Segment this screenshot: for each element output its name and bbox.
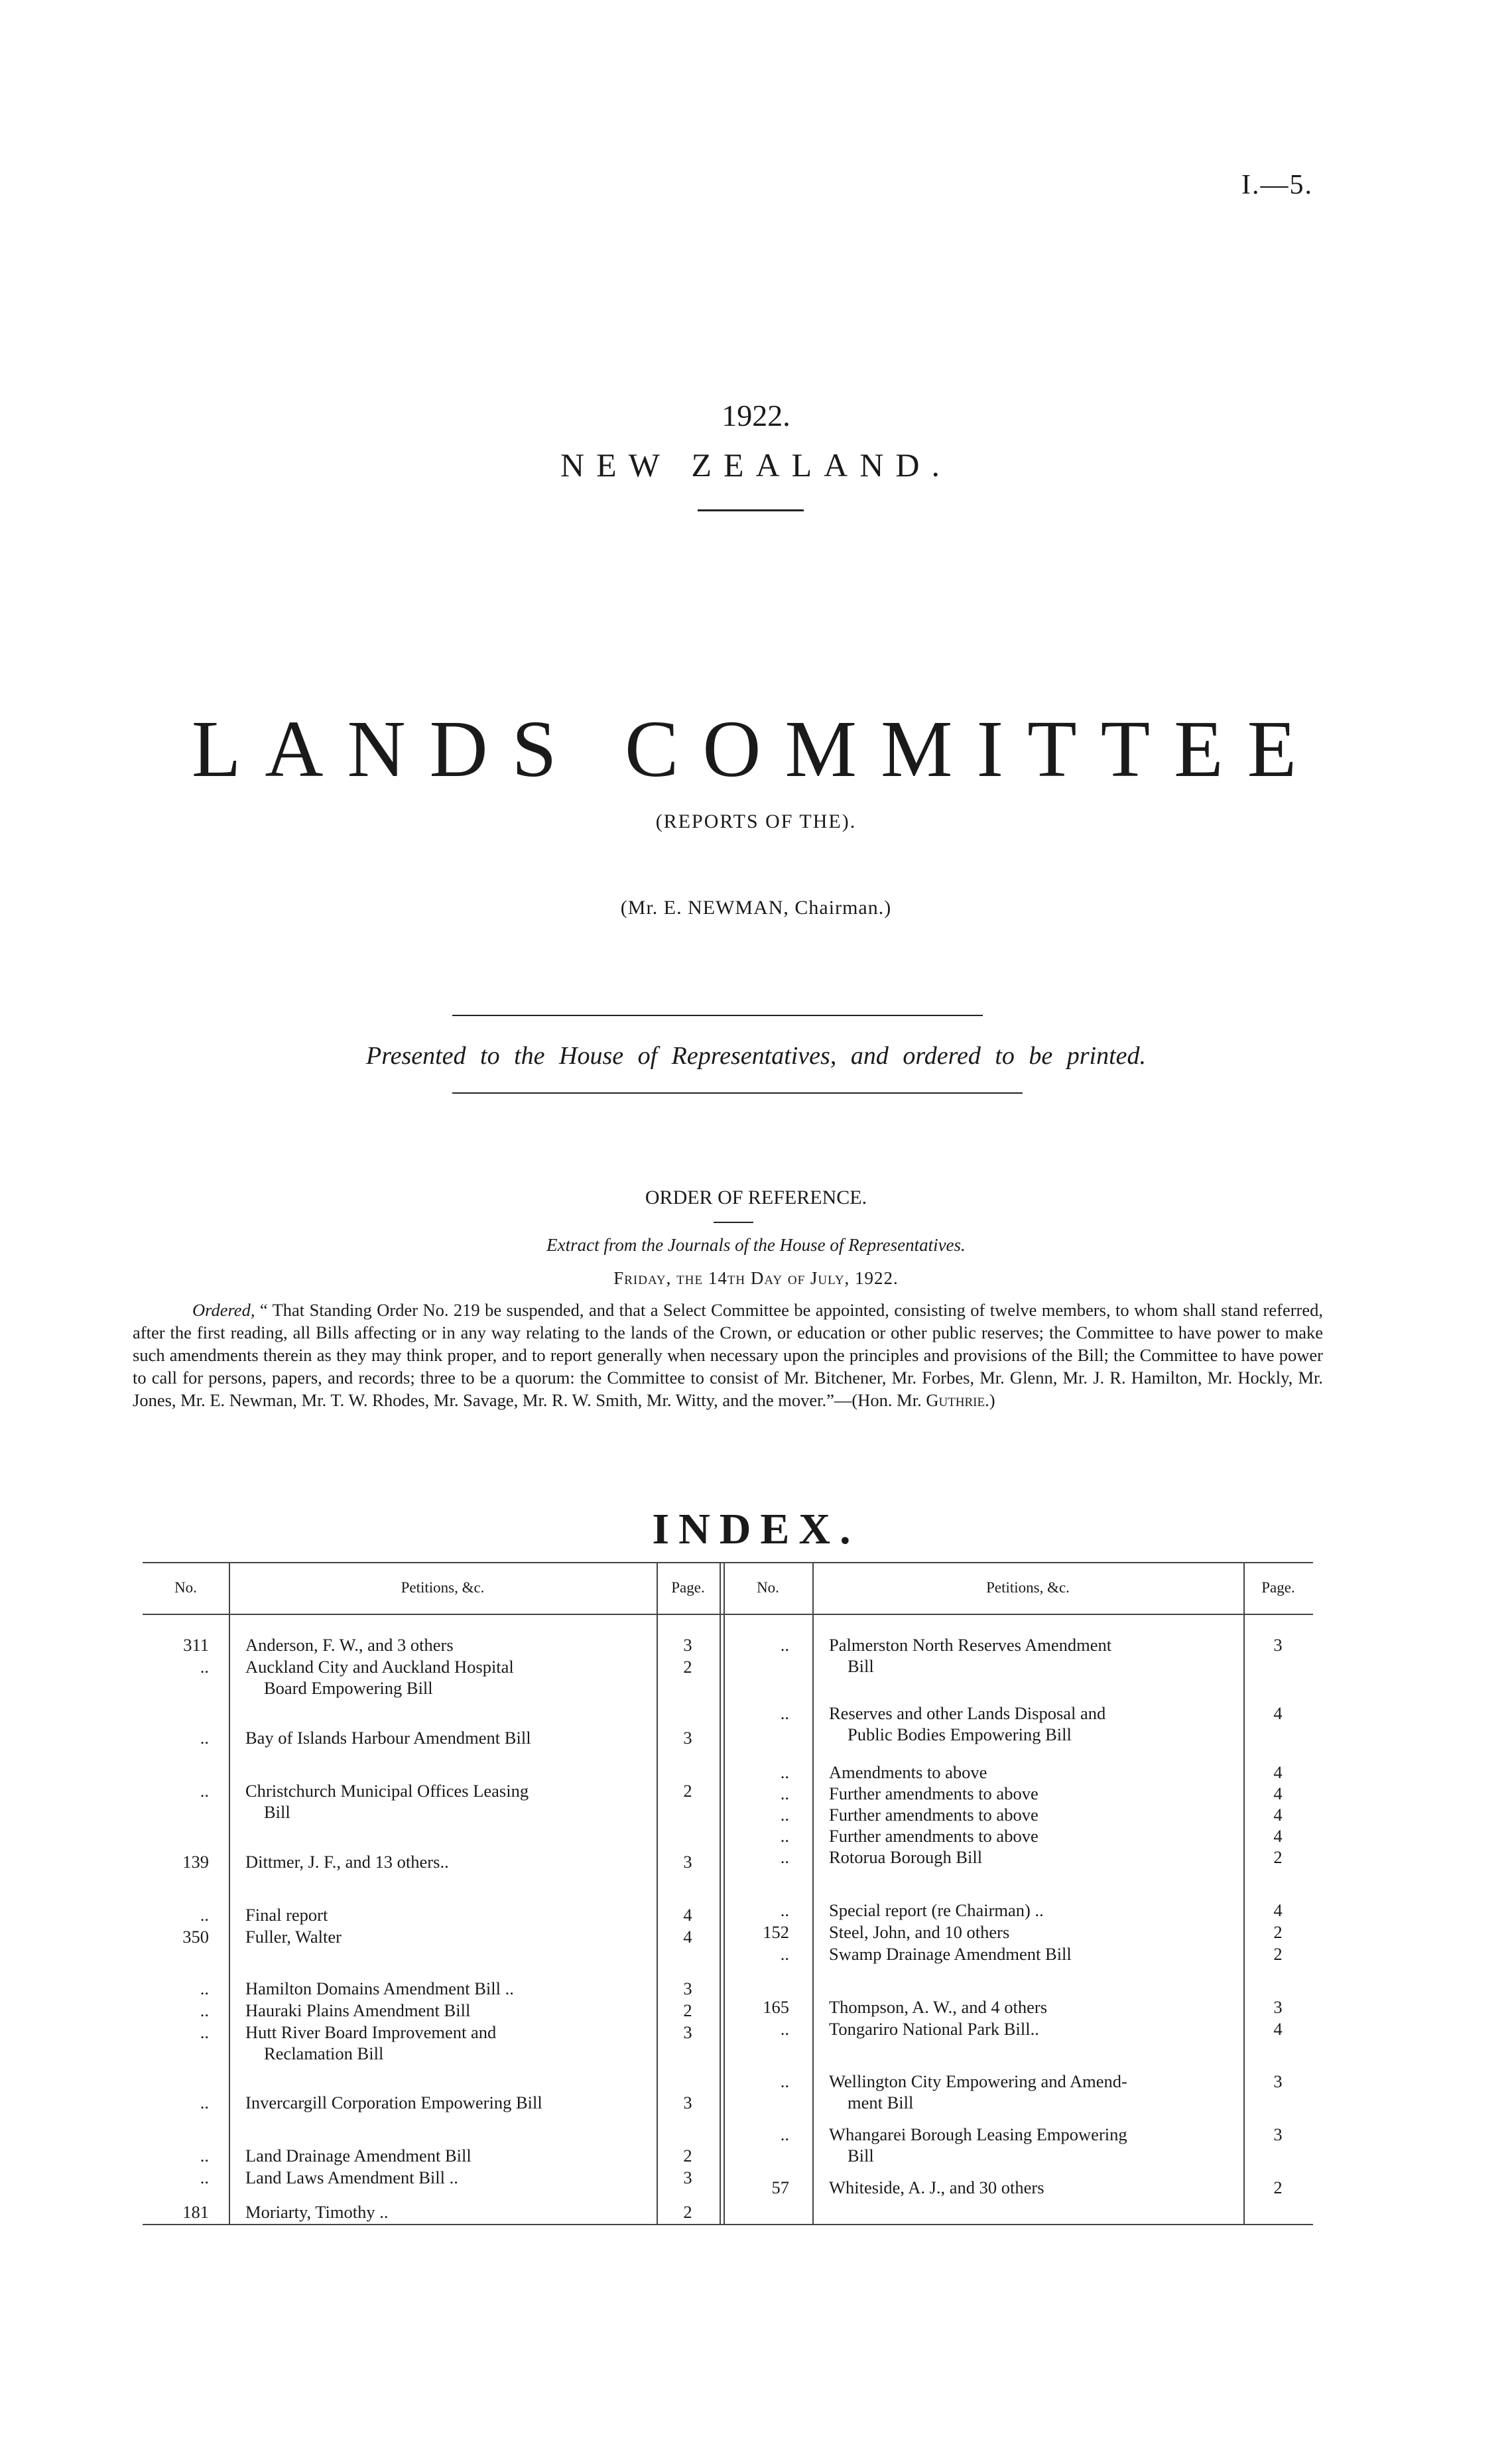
index-page: 4 xyxy=(683,1905,692,1925)
index-number: .. xyxy=(200,2146,209,2166)
index-number: .. xyxy=(200,2000,209,2020)
date-line: Friday, the 14th Day of July, 1922. xyxy=(613,1268,899,1288)
column-divider xyxy=(657,1562,658,2224)
document-subtitle: (REPORTS OF THE). xyxy=(655,810,857,832)
index-entry-text: Rotorua Borough Bill xyxy=(829,1847,983,1867)
order-heading: ORDER OF REFERENCE. xyxy=(645,1187,867,1208)
header-page-left: Page. xyxy=(671,1579,705,1596)
index-entry-text: Hauraki Plains Amendment Bill xyxy=(245,2000,471,2020)
index-number: .. xyxy=(780,1762,789,1782)
index-page: 3 xyxy=(683,2168,692,2187)
index-entry-text: Whiteside, A. J., and 30 others xyxy=(829,2177,1044,2197)
index-entry-text: Special report (re Chairman) .. xyxy=(829,1900,1044,1920)
header-page-right: Page. xyxy=(1261,1579,1295,1596)
order-text xyxy=(133,1299,1323,1411)
index-number: .. xyxy=(200,2168,209,2187)
index-number: .. xyxy=(780,1635,789,1655)
index-entry-continuation: ment Bill xyxy=(848,2093,914,2112)
index-number: 181 xyxy=(182,2202,209,2222)
index-page: 4 xyxy=(683,1927,692,1947)
index-number: .. xyxy=(780,2124,789,2144)
index-page: 3 xyxy=(1273,2124,1283,2144)
index-entry-text: Whangarei Borough Leasing Empowering xyxy=(829,2124,1127,2144)
index-number: .. xyxy=(780,1783,789,1803)
index-page: 3 xyxy=(1273,1635,1283,1655)
index-entry-text: Palmerston North Reserves Amendment xyxy=(829,1635,1112,1655)
index-number: .. xyxy=(200,1978,209,1998)
index-entry-text: Fuller, Walter xyxy=(245,1927,342,1947)
order-mover: Guthrie xyxy=(926,1390,985,1410)
divider xyxy=(452,1092,1023,1094)
index-entry-continuation: Public Bodies Empowering Bill xyxy=(848,1724,1072,1744)
column-divider xyxy=(720,1562,721,2224)
index-page: 2 xyxy=(1273,1922,1283,1942)
index-entry-continuation: Bill xyxy=(264,1802,290,1822)
index-page: 2 xyxy=(1273,2177,1283,2197)
index-number: .. xyxy=(780,1805,789,1825)
index-number: .. xyxy=(780,1847,789,1867)
index-number: .. xyxy=(200,2022,209,2042)
extract-line: Extract from the Journals of the House of Representatives. xyxy=(546,1235,966,1255)
index-entry-continuation: Bill xyxy=(848,1656,874,1676)
index-page: 4 xyxy=(1273,1826,1283,1846)
index-number: .. xyxy=(200,2093,209,2112)
index-page: 4 xyxy=(1273,1805,1283,1825)
index-page: 4 xyxy=(1273,1762,1283,1782)
index-page: 3 xyxy=(683,1728,692,1748)
index-page: 2 xyxy=(1273,1847,1283,1867)
index-page: 3 xyxy=(1273,2071,1283,2091)
index-entry-text: Further amendments to above xyxy=(829,1826,1039,1846)
index-number: 139 xyxy=(182,1852,209,1872)
header-no-left: No. xyxy=(174,1579,197,1596)
index-page: 2 xyxy=(683,2000,692,2020)
index-page: 4 xyxy=(1273,1783,1283,1803)
index-number: .. xyxy=(780,2071,789,2091)
column-divider xyxy=(229,1562,230,2224)
column-divider xyxy=(1243,1562,1245,2224)
index-number: .. xyxy=(200,1781,209,1801)
order-tail: .) xyxy=(985,1390,995,1410)
header-no-right: No. xyxy=(757,1579,779,1596)
index-entry-text: Steel, John, and 10 others xyxy=(829,1922,1010,1942)
order-body: “ That Standing Order No. 219 be suspended, and that a Select Committee be appointed, consisting of twelve members, to whom shall stand referred, after the first reading, all Bills affecting or in any way relating to the lands of the Crown, or education or other public reserves; the Committee to have power to make such amendments therein as they may think proper, and to report generally when necessary upon the principles and provisions of the Bill; the Committee to have power to call for persons, papers, and records; three to be a quorum: the Committee to consist of Mr. Bitchener, Mr. Forbes, Mr. Glenn, Mr. J. R. Hamilton, Mr. Hockly, Mr. Jones, Mr. E. Newman, Mr. T. W. Rhodes, Mr. Savage, Mr. R. W. Smith, Mr. Witty, and the mover.”—(Hon. Mr. xyxy=(133,1300,1324,1410)
index-page: 3 xyxy=(683,1978,692,1998)
column-divider xyxy=(812,1562,814,2224)
document-country: NEW ZEALAND. xyxy=(560,446,952,484)
index-number: 57 xyxy=(771,2177,789,2197)
index-entry-text: Auckland City and Auckland Hospital xyxy=(245,1657,514,1677)
divider xyxy=(698,509,804,511)
index-page: 3 xyxy=(1273,1997,1283,2017)
index-table xyxy=(143,1562,1313,2225)
index-entry-text: Moriarty, Timothy .. xyxy=(245,2202,389,2222)
document-title: LANDS COMMITTEE xyxy=(191,704,1321,794)
index-entry-text: Final report xyxy=(245,1905,328,1925)
index-entry-text: Reserves and other Lands Disposal and xyxy=(829,1703,1106,1723)
index-entry-text: Tongariro National Park Bill.. xyxy=(829,2019,1039,2039)
index-entry-text: Wellington City Empowering and Amend- xyxy=(829,2071,1127,2091)
index-page: 2 xyxy=(683,2202,692,2222)
index-number: .. xyxy=(780,1703,789,1723)
index-number: .. xyxy=(780,1900,789,1920)
index-entry-text: Dittmer, J. F., and 13 others.. xyxy=(245,1852,449,1872)
index-number: .. xyxy=(200,1657,209,1677)
presented-line: Presented to the House of Representatives, and ordered to be printed. xyxy=(365,1042,1147,1070)
index-page: 3 xyxy=(683,1852,692,1872)
order-lead: Ordered, xyxy=(192,1300,255,1320)
header-petitions-left: Petitions, &c. xyxy=(401,1579,485,1596)
index-entry-text: Swamp Drainage Amendment Bill xyxy=(829,1944,1072,1964)
index-number: .. xyxy=(780,1826,789,1846)
index-entry-text: Amendments to above xyxy=(829,1762,987,1782)
index-page: 4 xyxy=(1273,1703,1283,1723)
index-entry-text: Further amendments to above xyxy=(829,1805,1039,1825)
table-header-rule xyxy=(143,1614,1313,1615)
index-number: .. xyxy=(200,1905,209,1925)
index-page: 2 xyxy=(683,1657,692,1677)
index-number: 350 xyxy=(182,1927,209,1947)
index-page: 4 xyxy=(1273,2019,1283,2039)
index-entry-text: Hutt River Board Improvement and xyxy=(245,2022,497,2042)
divider xyxy=(714,1222,753,1223)
index-page: 2 xyxy=(683,2146,692,2166)
index-entry-continuation: Board Empowering Bill xyxy=(264,1678,433,1698)
index-number: 152 xyxy=(763,1922,789,1942)
index-entry-continuation: Reclamation Bill xyxy=(264,2043,384,2063)
index-entry-text: Bay of Islands Harbour Amendment Bill xyxy=(245,1728,531,1748)
index-number: 311 xyxy=(183,1635,209,1655)
index-page: 3 xyxy=(683,2093,692,2112)
index-page: 2 xyxy=(683,1781,692,1801)
index-entry-text: Anderson, F. W., and 3 others xyxy=(245,1635,454,1655)
index-page: 3 xyxy=(683,2022,692,2042)
divider xyxy=(452,1015,983,1016)
index-entry-text: Land Laws Amendment Bill .. xyxy=(245,2168,458,2187)
index-entry-text: Thompson, A. W., and 4 others xyxy=(829,1997,1048,2017)
document-reference: I.—5. xyxy=(1241,170,1313,200)
chairman-line: (Mr. E. NEWMAN, Chairman.) xyxy=(620,897,892,919)
table-bottom-rule xyxy=(143,2224,1313,2225)
index-entry-text: Land Drainage Amendment Bill xyxy=(245,2146,472,2166)
index-title: INDEX. xyxy=(652,1505,860,1553)
index-entry-text: Christchurch Municipal Offices Leasing xyxy=(245,1781,529,1801)
index-number: .. xyxy=(200,1728,209,1748)
index-entry-continuation: Bill xyxy=(848,2146,874,2166)
index-number: .. xyxy=(780,1944,789,1964)
index-entry-text: Hamilton Domains Amendment Bill .. xyxy=(245,1978,514,1998)
index-page: 4 xyxy=(1273,1900,1283,1920)
index-number: 165 xyxy=(763,1997,789,2017)
column-divider xyxy=(724,1562,725,2224)
index-entry-text: Further amendments to above xyxy=(829,1783,1039,1803)
index-page: 2 xyxy=(1273,1944,1283,1964)
header-petitions-right: Petitions, &c. xyxy=(986,1579,1070,1596)
index-number: .. xyxy=(780,2019,789,2039)
index-page: 3 xyxy=(683,1635,692,1655)
document-year: 1922. xyxy=(722,399,790,432)
index-entry-text: Invercargill Corporation Empowering Bill xyxy=(245,2093,542,2112)
